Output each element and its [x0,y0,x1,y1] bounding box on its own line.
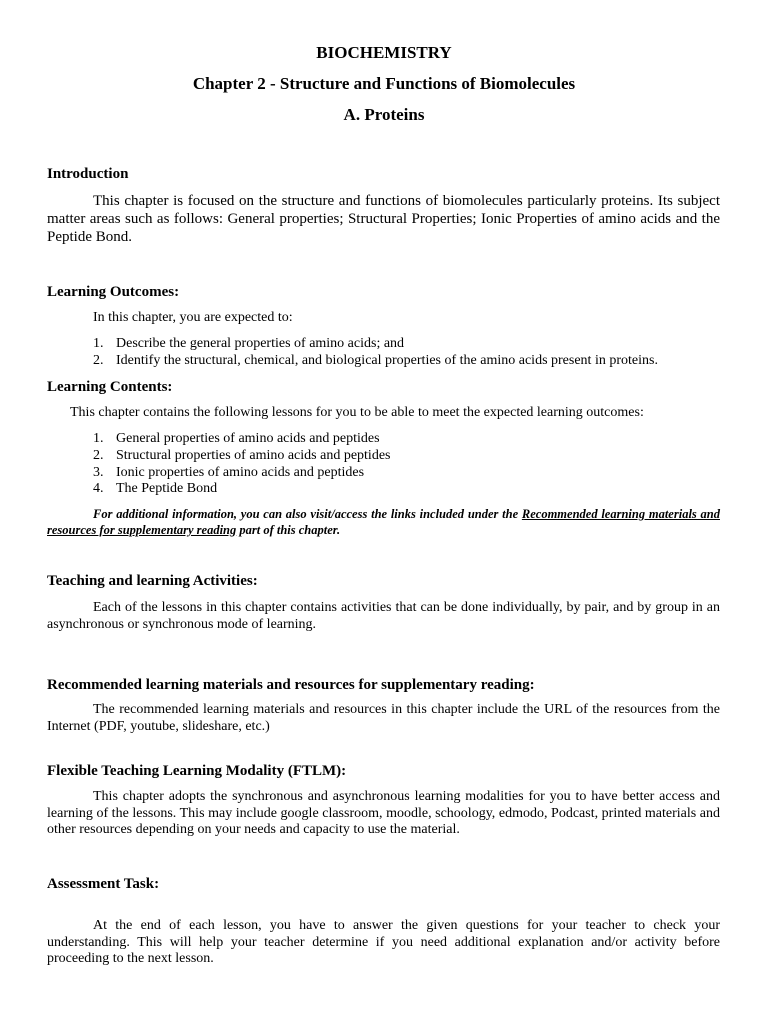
additional-info-note: For additional information, you can also visit/access the links included under the Recommended learning materials and resources for supplementary reading part of this chapter. [47,507,720,537]
assessment-heading: Assessment Task: [47,876,160,892]
learning-contents-intro: This chapter contains the following lessons for you to be able to meet the expected learning outcomes: [70,405,644,420]
introduction-text: This chapter is focused on the structure and functions of biomolecules particularly proteins. Its subject matter areas such as follows: General properties; Structural Properties; Ionic Properties of amino acids and the Peptide Bond. [47,193,720,245]
learning-outcomes-list [93,336,658,370]
ftlm-text: This chapter adopts the synchronous and asynchronous learning modalities for you to have better access and learning of the lessons. This may include google classroom, moodle, schoology, edmodo, Podcast, printed materials and other resources depending on your needs and capacity to use the material. [47,789,720,837]
list-item: 4. The Peptide Bond [93,481,218,497]
recommended-materials-text: The recommended learning materials and resources in this chapter include the URL of the resources from the Internet (PDF, youtube, slideshare, etc.) [47,702,720,734]
subject-title: BIOCHEMISTRY [316,43,452,62]
list-item: 3. Ionic properties of amino acids and peptides [93,464,365,480]
teaching-activities-heading: Teaching and learning Activities: [47,573,258,589]
section-title: A. Proteins [343,105,425,124]
assessment-text: At the end of each lesson, you have to answer the given questions for your teacher to check your understanding. This will help your teacher determine if you need additional explanation and/or activity before proceeding to the next lesson. [47,918,720,966]
learning-contents-heading: Learning Contents: [47,379,173,395]
list-item: 1. General properties of amino acids and peptides [93,431,380,446]
chapter-title: Chapter 2 - Structure and Functions of Biomolecules [192,74,576,93]
teaching-activities-text: Each of the lessons in this chapter contains activities that can be done individually, by pair, and by group in an asynchronous or synchronous mode of learning. [47,600,720,632]
ftlm-heading: Flexible Teaching Learning Modality (FTLM): [47,763,347,779]
list-item: 2. Structural properties of amino acids and peptides [93,447,391,463]
learning-outcomes-heading: Learning Outcomes: [47,284,180,300]
recommended-materials-heading: Recommended learning materials and resources for supplementary reading: [47,677,535,693]
learning-contents-list [93,431,390,498]
list-item: 1. Describe the general properties of amino acids; and [93,336,405,351]
list-item: 2. Identify the structural, chemical, and biological properties of the amino acids present in proteins. [93,352,658,368]
learning-outcomes-intro: In this chapter, you are expected to: [93,310,293,325]
recommended-materials-link[interactable]: Recommended learning materials and resources for supplementary reading [47,507,720,537]
introduction-heading: Introduction [47,166,129,182]
